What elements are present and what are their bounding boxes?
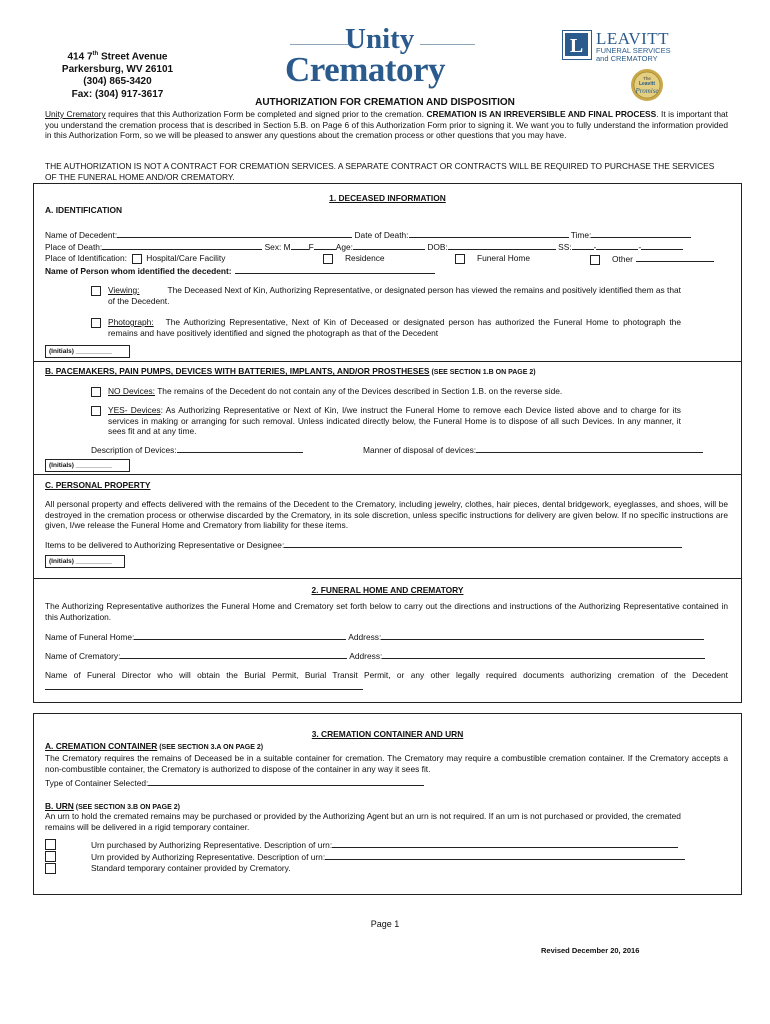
section-2-heading: 2. FUNERAL HOME AND CREMATORY <box>311 585 464 595</box>
ss-field-1[interactable] <box>572 241 594 250</box>
other-checkbox[interactable] <box>590 255 600 265</box>
funeral-director-field[interactable] <box>45 681 363 690</box>
urn-purchased-description-field[interactable] <box>332 839 678 848</box>
crematory-row: Name of Crematory: Address: <box>45 650 705 662</box>
container-type-field[interactable] <box>148 777 424 786</box>
phone-number: (304) 865-3420 <box>83 76 152 88</box>
sex-m-field[interactable] <box>291 241 309 250</box>
yes-devices-checkbox[interactable] <box>91 406 101 416</box>
device-disposal-row: Manner of disposal of devices: <box>363 444 703 456</box>
funeral-home-name-field[interactable] <box>134 631 346 640</box>
dob-field[interactable] <box>448 241 556 250</box>
urn-option-provided-label: Urn provided by Authorizing Representative. Description of urn: <box>91 851 685 863</box>
revision-date: Revised December 20, 2016 <box>541 946 640 955</box>
divider <box>33 578 742 579</box>
photograph-checkbox[interactable] <box>91 318 101 328</box>
section-3b-heading: B. URN (SEE SECTION 3.B ON PAGE 2) <box>45 801 180 811</box>
urn-option-provided <box>45 851 60 862</box>
funeral-home-address-field[interactable] <box>381 631 704 640</box>
device-description-field[interactable] <box>177 444 303 453</box>
section-1c-heading: C. PERSONAL PROPERTY <box>45 480 151 490</box>
intro-paragraph: Unity Crematory requires that this Authorization Form be completed and signed prior to the cremation. CREMATION IS AN IRREVERSIBLE AND FINAL PROCESS. It is important that you understand the cremation process that is described in Section 5.B. on Page 6 of this Authorization Form prior to signing it. We want you to fully understand the information provided in this Authorization Form, so we will be pleased to answer any questions about the cremation process or other questions that you may have. <box>45 109 729 140</box>
address-block <box>30 48 205 101</box>
place-of-identification-row: Place of Identification: Hospital/Care Facility <box>45 253 226 263</box>
sex-f-field[interactable] <box>314 241 336 250</box>
age-field[interactable] <box>353 241 425 250</box>
device-disposal-field[interactable] <box>476 444 703 453</box>
other-field[interactable] <box>636 253 714 262</box>
urn-provided-checkbox[interactable] <box>45 851 56 862</box>
place-of-death-row: Place of Death: Sex: M F Age: DOB: SS: - - <box>45 241 683 253</box>
initials-box-1c[interactable]: (Initials) __________ <box>45 555 125 568</box>
section-2-text: The Authorizing Representative authorizes the Funeral Home and Crematory set forth below to carry out the directions and instructions of the Authorizing Representative contained in this Authorization. <box>45 601 728 622</box>
urn-option-purchased <box>45 839 60 850</box>
identifier-row: Name of Person whom identified the decedent: <box>45 265 435 277</box>
initials-box-1a[interactable]: (Initials) __________ <box>45 345 130 358</box>
urn-temporary-checkbox[interactable] <box>45 863 56 874</box>
decedent-name-field[interactable] <box>117 229 352 238</box>
section-1a-heading: A. IDENTIFICATION <box>45 205 123 215</box>
container-type-row: Type of Container Selected: <box>45 777 424 789</box>
yes-devices-option: YES- Devices: As Authorizing Representative or Next of Kin, I/we instruct the Funeral Home to remove each Device listed above and to charge for its services in making or arranging for such removal. Unless indicated directly below, the Funeral Home is to dispose of all such Devices. In any manner, it sees fit and at any time. <box>91 405 681 437</box>
fax-number: Fax: (304) 917-3617 <box>71 88 164 100</box>
urn-purchased-checkbox[interactable] <box>45 839 56 850</box>
leavitt-promise-seal: The Leavitt Promise <box>630 68 664 102</box>
initials-box-1b[interactable]: (Initials) __________ <box>45 459 130 472</box>
viewing-option: Viewing: The Deceased Next of Kin, Authorizing Representative, or designated person has viewed the remains and positively identified them as that of the Decedent. <box>91 285 681 306</box>
section-3-heading: 3. CREMATION CONTAINER AND URN <box>311 729 464 739</box>
date-of-death-field[interactable] <box>409 229 569 238</box>
section-3a-heading: A. CREMATION CONTAINER (SEE SECTION 3.A ON PAGE 2) <box>45 741 264 751</box>
photograph-option: Photograph: The Authorizing Representative, Next of Kin of Deceased or designated person has authorized the Funeral Home to photograph the remains and have positively identified and signed the photograph as that of the Decedent <box>91 317 681 338</box>
urn-text: An urn to hold the cremated remains may be purchased or provided by the Authorizing Agent but an urn is not required. If an urn is not purchased or provided, the cremated remains will be delivered in a rigid temporary container. <box>45 811 681 832</box>
other-option: Other <box>590 253 714 265</box>
items-delivered-row: Items to be delivered to Authorizing Representative or Designee: <box>45 539 682 551</box>
address-street: 414 7th Street Avenue <box>67 51 168 63</box>
funeral-home-option: Funeral Home <box>455 253 530 264</box>
time-field[interactable] <box>591 229 691 238</box>
personal-property-text: All personal property and effects delivered with the remains of the Decedent to the Crematory, including jewelry, clothes, hair pieces, dental bridgework, eyeglasses, and shoes, will be destroyed in the cremation process or otherwise discarded by the Crematory, in its sole discretion, unless specific instructions for delivery are given below. If no specific instructions are given, I/we release the Funeral Home and Crematory from liability for these items. <box>45 499 728 530</box>
funeral-home-row: Name of Funeral Home: Address: <box>45 631 704 643</box>
section-1-heading: 1. DECEASED INFORMATION <box>329 193 446 203</box>
items-delivered-field[interactable] <box>284 539 682 548</box>
page-number: Page 1 <box>370 919 400 929</box>
viewing-checkbox[interactable] <box>91 286 101 296</box>
leavitt-logo: L LEAVITT FUNERAL SERVICES and CREMATORY <box>560 30 710 70</box>
crematory-address-field[interactable] <box>382 650 705 659</box>
funeral-director-row: Name of Funeral Director who will obtain the Burial Permit, Burial Transit Permit, or any other legally required documents authorizing cremation of the Decedent <box>45 670 728 692</box>
residence-option: Residence <box>323 253 385 264</box>
urn-option-temporary-label: Standard temporary container provided by Crematory. <box>91 863 291 873</box>
leavitt-emblem-icon <box>562 30 592 60</box>
residence-checkbox[interactable] <box>323 254 333 264</box>
place-of-death-field[interactable] <box>102 241 262 250</box>
ss-field-3[interactable] <box>641 241 683 250</box>
contract-notice: THE AUTHORIZATION IS NOT A CONTRACT FOR CREMATION SERVICES. A SEPARATE CONTRACT OR CONTRACTS WILL BE REQUIRED TO PURCHASE THE SERVICES OF THE FUNERAL HOME AND/OR CREMATORY. <box>45 161 715 182</box>
svg-text:L: L <box>569 35 584 57</box>
ss-field-2[interactable] <box>596 241 638 250</box>
divider <box>33 474 742 475</box>
address-city: Parkersburg, WV 26101 <box>61 63 174 75</box>
identifier-name-field[interactable] <box>235 265 435 274</box>
crematory-name-field[interactable] <box>120 650 347 659</box>
no-devices-option: NO Devices: The remains of the Decedent do not contain any of the Devices described in Section 1.B. on the reverse side. <box>91 386 681 397</box>
urn-provided-description-field[interactable] <box>325 851 685 860</box>
urn-option-purchased-label: Urn purchased by Authorizing Representative. Description of urn: <box>91 839 678 851</box>
hospital-checkbox[interactable] <box>132 254 142 264</box>
urn-option-temporary <box>45 863 60 874</box>
section-1b-heading: B. PACEMAKERS, PAIN PUMPS, DEVICES WITH BATTERIES, IMPLANTS, AND/OR PROSTHESES (SEE SECTION 1.B ON PAGE 2) <box>45 366 536 376</box>
funeral-home-checkbox[interactable] <box>455 254 465 264</box>
device-description-row: Description of Devices: <box>91 444 303 456</box>
decedent-row: Name of Decedent: Date of Death: Time: <box>45 229 691 241</box>
no-devices-checkbox[interactable] <box>91 387 101 397</box>
page-title: AUTHORIZATION FOR CREMATION AND DISPOSITION <box>255 97 515 108</box>
unity-crematory-logo: Unity Crematory <box>285 22 475 90</box>
container-text: The Crematory requires the remains of Deceased be in a suitable container for cremation. The Crematory may require a combustible cremation container. If the Crematory accepts a non-combustible container, the Crematory is authorized to dispose of the container in any way it sees fit. <box>45 753 728 774</box>
divider <box>33 361 742 362</box>
